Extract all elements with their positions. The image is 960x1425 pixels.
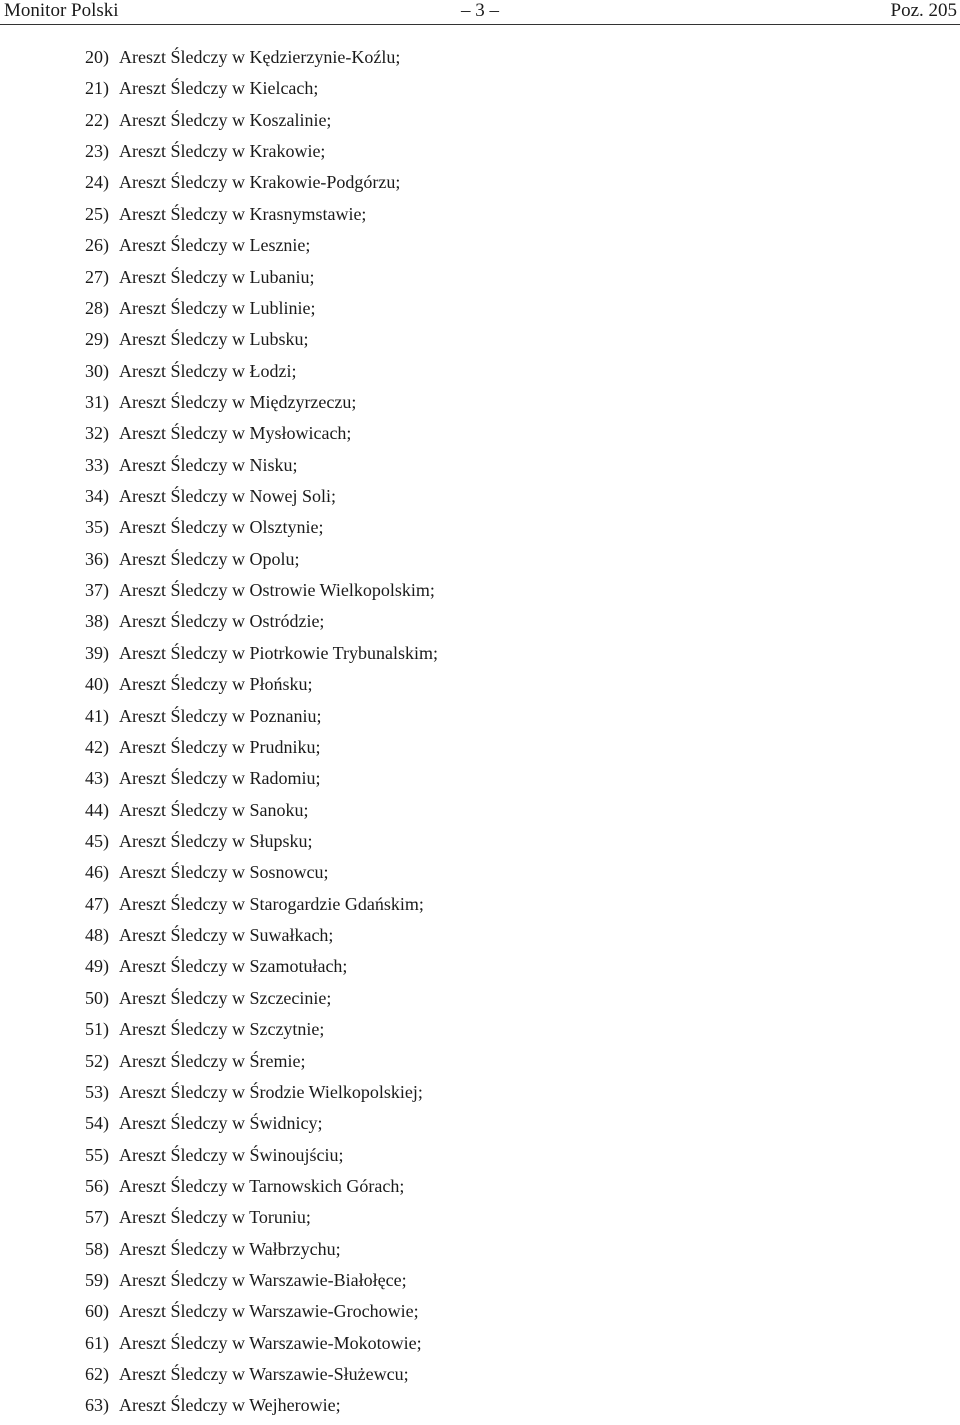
list-item <box>85 544 438 575</box>
list-item-text: Areszt Śledczy w Poznaniu; <box>119 705 322 726</box>
list-item-text: Areszt Śledczy w Wejherowie; <box>119 1395 341 1416</box>
list-item <box>85 512 438 543</box>
list-item <box>85 1359 438 1390</box>
detention-centers-list <box>85 42 438 1422</box>
list-item-text: Areszt Śledczy w Sanoku; <box>119 799 309 820</box>
list-item-number: 63) <box>85 1395 109 1416</box>
list-item-text: Areszt Śledczy w Olsztynie; <box>119 517 324 538</box>
list-item-text: Areszt Śledczy w Słupsku; <box>119 830 313 851</box>
list-item-text: Areszt Śledczy w Świdnicy; <box>119 1113 323 1134</box>
list-item <box>85 857 438 888</box>
list-item-number: 50) <box>85 987 109 1008</box>
list-item <box>85 1108 438 1139</box>
list-item <box>85 1140 438 1171</box>
page-number: – 3 – <box>461 0 499 21</box>
list-item <box>85 230 438 261</box>
list-item <box>85 763 438 794</box>
list-item-number: 29) <box>85 329 109 350</box>
list-item-text: Areszt Śledczy w Kędzierzynie-Koźlu; <box>119 47 401 67</box>
list-item <box>85 356 438 387</box>
list-item-number: 20) <box>85 47 109 67</box>
list-item <box>85 669 438 700</box>
list-item-number: 47) <box>85 893 109 914</box>
list-item-text: Areszt Śledczy w Środzie Wielkopolskiej; <box>119 1081 423 1102</box>
list-item <box>85 167 438 198</box>
list-item <box>85 73 438 104</box>
list-item-number: 55) <box>85 1144 109 1165</box>
list-item <box>85 889 438 920</box>
list-item-number: 31) <box>85 391 109 412</box>
list-item-number: 22) <box>85 109 109 130</box>
list-item-number: 62) <box>85 1364 109 1385</box>
list-item <box>85 575 438 606</box>
list-item-number: 42) <box>85 736 109 757</box>
list-item <box>85 826 438 857</box>
list-item-number: 59) <box>85 1270 109 1291</box>
list-item <box>85 1171 438 1202</box>
list-item-text: Areszt Śledczy w Prudniku; <box>119 736 321 757</box>
list-item-text: Areszt Śledczy w Śremie; <box>119 1050 306 1071</box>
list-item-number: 33) <box>85 454 109 475</box>
list-item-text: Areszt Śledczy w Krakowie; <box>119 141 326 162</box>
list-item-number: 57) <box>85 1207 109 1228</box>
list-item-text: Areszt Śledczy w Warszawie-Grochowie; <box>119 1301 419 1322</box>
list-item-number: 44) <box>85 799 109 820</box>
list-item-number: 23) <box>85 141 109 162</box>
list-item <box>85 450 438 481</box>
list-item-text: Areszt Śledczy w Lubsku; <box>119 329 309 350</box>
list-item-number: 21) <box>85 78 109 99</box>
list-item <box>85 638 438 669</box>
list-item <box>85 42 438 73</box>
list-item-number: 52) <box>85 1050 109 1071</box>
list-item-number: 54) <box>85 1113 109 1134</box>
list-item-number: 48) <box>85 925 109 946</box>
list-item-text: Areszt Śledczy w Kielcach; <box>119 78 319 99</box>
publication-title: Monitor Polski <box>4 0 119 21</box>
list-item <box>85 1202 438 1233</box>
list-item-text: Areszt Śledczy w Ostrowie Wielkopolskim; <box>119 580 435 601</box>
list-item-number: 27) <box>85 266 109 287</box>
list-item <box>85 732 438 763</box>
list-item <box>85 1234 438 1265</box>
list-item <box>85 1014 438 1045</box>
list-item-text: Areszt Śledczy w Ostródzie; <box>119 611 325 632</box>
list-item-number: 28) <box>85 297 109 318</box>
list-item-text: Areszt Śledczy w Szamotułach; <box>119 956 348 977</box>
list-item <box>85 1390 438 1421</box>
list-item <box>85 701 438 732</box>
list-item-text: Areszt Śledczy w Tarnowskich Górach; <box>119 1175 405 1196</box>
list-item <box>85 606 438 637</box>
list-item-text: Areszt Śledczy w Wałbrzychu; <box>119 1238 341 1259</box>
list-item-text: Areszt Śledczy w Suwałkach; <box>119 925 334 946</box>
list-item-text: Areszt Śledczy w Opolu; <box>119 548 300 569</box>
list-item-text: Areszt Śledczy w Warszawie-Służewcu; <box>119 1364 409 1385</box>
list-item-text: Areszt Śledczy w Radomiu; <box>119 768 321 789</box>
list-item-text: Areszt Śledczy w Lubaniu; <box>119 266 315 287</box>
list-item <box>85 1296 438 1327</box>
list-item <box>85 951 438 982</box>
list-item-number: 34) <box>85 486 109 507</box>
list-item-number: 41) <box>85 705 109 726</box>
list-item-text: Areszt Śledczy w Sosnowcu; <box>119 862 329 883</box>
list-item <box>85 387 438 418</box>
list-item <box>85 324 438 355</box>
list-item-text: Areszt Śledczy w Toruniu; <box>119 1207 311 1228</box>
list-item <box>85 920 438 951</box>
list-item <box>85 1077 438 1108</box>
list-item-text: Areszt Śledczy w Warszawie-Białołęce; <box>119 1270 407 1291</box>
list-item-number: 49) <box>85 956 109 977</box>
list-item-text: Areszt Śledczy w Mysłowicach; <box>119 423 352 444</box>
list-item-text: Areszt Śledczy w Nisku; <box>119 454 298 475</box>
list-item-number: 38) <box>85 611 109 632</box>
list-item-text: Areszt Śledczy w Nowej Soli; <box>119 486 336 507</box>
list-item <box>85 199 438 230</box>
list-item-number: 35) <box>85 517 109 538</box>
list-item-number: 24) <box>85 172 109 193</box>
list-item-number: 61) <box>85 1332 109 1353</box>
list-item <box>85 293 438 324</box>
list-item-text: Areszt Śledczy w Starogardzie Gdańskim; <box>119 893 424 914</box>
list-item-text: Areszt Śledczy w Międzyrzeczu; <box>119 391 357 412</box>
list-item-number: 43) <box>85 768 109 789</box>
list-item <box>85 1046 438 1077</box>
list-item-number: 58) <box>85 1238 109 1259</box>
list-item-text: Areszt Śledczy w Szczytnie; <box>119 1019 325 1040</box>
list-item-number: 40) <box>85 674 109 695</box>
list-item-text: Areszt Śledczy w Płońsku; <box>119 674 313 695</box>
list-item <box>85 418 438 449</box>
page-header <box>0 0 960 25</box>
list-item-text: Areszt Śledczy w Świnoujściu; <box>119 1144 344 1165</box>
list-item-number: 53) <box>85 1081 109 1102</box>
list-item-number: 46) <box>85 862 109 883</box>
list-item <box>85 481 438 512</box>
list-item-number: 60) <box>85 1301 109 1322</box>
list-item-number: 51) <box>85 1019 109 1040</box>
list-item <box>85 136 438 167</box>
list-item-number: 36) <box>85 548 109 569</box>
list-item <box>85 1328 438 1359</box>
list-item <box>85 795 438 826</box>
list-item-number: 37) <box>85 580 109 601</box>
list-item-number: 25) <box>85 203 109 224</box>
list-item <box>85 983 438 1014</box>
list-item-text: Areszt Śledczy w Szczecinie; <box>119 987 332 1008</box>
list-item-text: Areszt Śledczy w Warszawie-Mokotowie; <box>119 1332 422 1353</box>
list-item-number: 56) <box>85 1175 109 1196</box>
list-item-number: 30) <box>85 360 109 381</box>
position-number: Poz. 205 <box>890 0 957 21</box>
list-item-number: 39) <box>85 642 109 663</box>
list-item-text: Areszt Śledczy w Krakowie-Podgórzu; <box>119 172 401 193</box>
list-item <box>85 1265 438 1296</box>
list-item-number: 26) <box>85 235 109 256</box>
list-item-text: Areszt Śledczy w Piotrkowie Trybunalskim; <box>119 642 438 663</box>
list-item <box>85 262 438 293</box>
list-item-text: Areszt Śledczy w Lublinie; <box>119 297 316 318</box>
list-item-text: Areszt Śledczy w Krasnymstawie; <box>119 203 367 224</box>
list-item-number: 45) <box>85 830 109 851</box>
list-item-number: 32) <box>85 423 109 444</box>
list-item-text: Areszt Śledczy w Lesznie; <box>119 235 311 256</box>
list-item-text: Areszt Śledczy w Łodzi; <box>119 360 297 381</box>
list-item-text: Areszt Śledczy w Koszalinie; <box>119 109 332 130</box>
list-item <box>85 105 438 136</box>
